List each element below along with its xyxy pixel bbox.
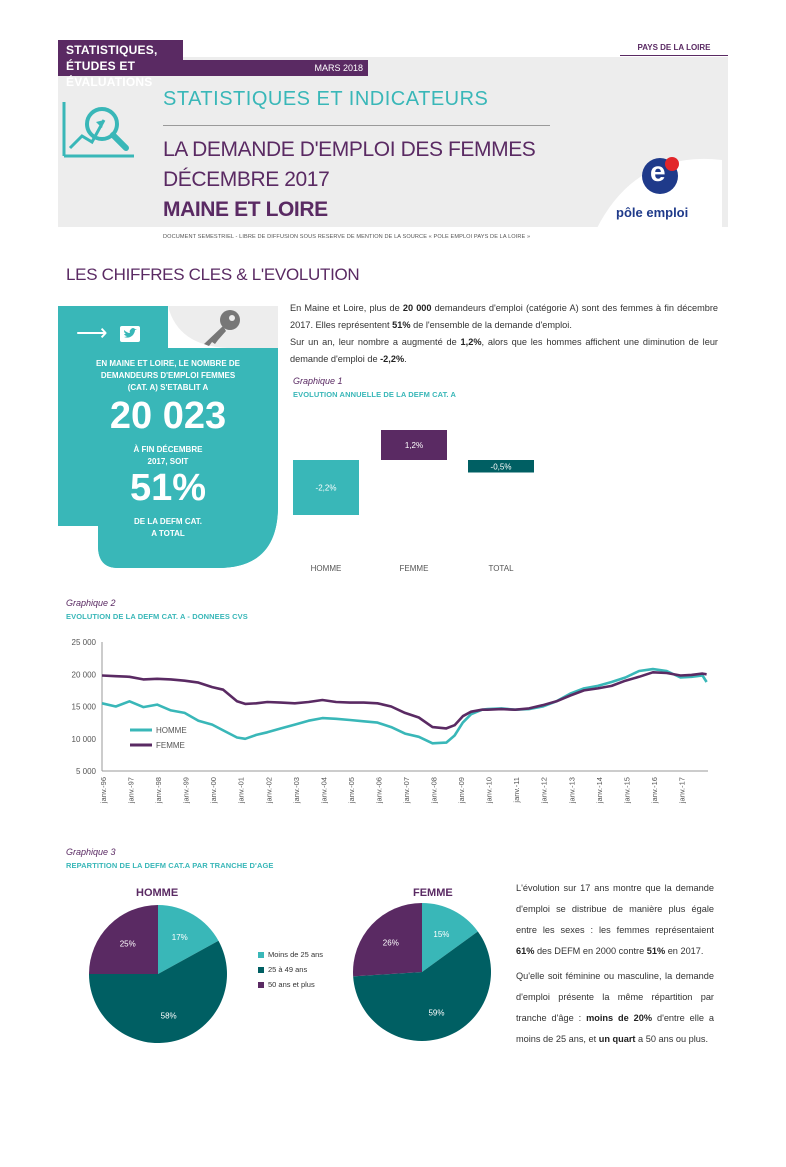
text-bold: 20 000 (402, 303, 432, 313)
y-tick-label: 5 000 (75, 767, 96, 776)
document-note: DOCUMENT SEMESTRIEL - LIBRE DE DIFFUSION SOUS RESERVE DE MENTION DE LA SOURCE « POLE EMPLOI PAYS DE LA LOIRE » (163, 234, 531, 240)
title-line-2: DÉCEMBRE 2017 (163, 168, 330, 191)
bar-value-label: -0,5% (490, 462, 512, 472)
key-figure-outro-line: A TOTAL (151, 529, 185, 538)
text-run: a 50 ans ou plus. (635, 1034, 709, 1044)
text-bold: moins de 20% (586, 1013, 653, 1023)
key-figure-middle (58, 444, 278, 468)
graph3-label: Graphique 3 (66, 847, 116, 857)
logo-text: pôle emploi (616, 205, 689, 220)
text-run: . (404, 354, 407, 364)
x-tick-label: janv.-05 (346, 777, 356, 804)
text-run: d'entre elle a moins de 25 ans, et (516, 1013, 714, 1044)
logo-letter: e (650, 156, 666, 187)
pie-homme-title: HOMME (136, 887, 179, 899)
x-tick-label: janv.-15 (622, 777, 632, 804)
x-tick-label: janv.-97 (126, 777, 136, 804)
text-bold: 61% (516, 946, 535, 956)
title-line-1: LA DEMANDE D'EMPLOI DES FEMMES (163, 138, 536, 161)
x-tick-label: janv.-13 (567, 777, 577, 804)
text-run: , alors que les hommes affichent une diminution de leur demande d'emploi de (290, 337, 718, 364)
legend-swatch (258, 952, 264, 958)
bar-value-label: 1,2% (404, 441, 424, 450)
twitter-bird-icon (120, 326, 140, 342)
key-figure-intro-line: (CAT. A) S'ETABLIT A (127, 383, 209, 392)
x-tick-label: janv.-09 (457, 777, 467, 804)
x-tick-label: janv.-10 (484, 777, 494, 804)
text-bold: -2,2% (380, 354, 405, 364)
legend-label: Moins de 25 ans (268, 950, 324, 959)
badge-line-2: ÉTUDES ET ÉVALUATIONS (66, 59, 153, 89)
text-run: Qu'elle soit féminine ou masculine, la demande d'emploi présente la même répartition par tranche d'âge : (516, 971, 714, 1023)
series-badge (58, 40, 183, 89)
key-figure-intro-line: DEMANDEURS D'EMPLOI FEMMES (100, 371, 236, 380)
x-tick-label: janv.-12 (539, 777, 549, 804)
pie-slice-label: 58% (160, 1011, 177, 1021)
x-tick-label: janv.-07 (402, 777, 411, 804)
graph2-label: Graphique 2 (66, 598, 116, 608)
legend-label: FEMME (156, 741, 185, 750)
x-tick-label: janv.-98 (154, 777, 164, 804)
x-tick-label: janv.-99 (181, 777, 191, 804)
text-run: des DEFM en 2000 contre (534, 946, 647, 956)
pie-chart-homme (88, 904, 228, 1044)
graph3-title: REPARTITION DE LA DEFM CAT.A PAR TRANCHE D'AGE (66, 861, 274, 870)
key-icon (196, 306, 246, 348)
defm-evolution-line-chart (58, 632, 728, 840)
badge-line-1: STATISTIQUES, (66, 43, 158, 57)
x-tick-label: janv.-01 (236, 777, 246, 804)
x-tick-label: janv.-11 (512, 777, 522, 803)
y-tick-label: 20 000 (71, 670, 96, 680)
key-figure-middle-line: À FIN DÉCEMBRE (133, 445, 203, 454)
kicker-divider (163, 125, 550, 126)
text-run: demandeurs d'emploi (catégorie A) sont des femmes à fin décembre 2017. Elles représentent (290, 303, 718, 330)
graph2-title: EVOLUTION DE LA DEFM CAT. A - DONNEES CVS (66, 612, 248, 621)
text-run: en 2017. (665, 946, 704, 956)
intro-paragraph (290, 300, 718, 368)
key-figure-intro (58, 358, 278, 394)
text-run: En Maine et Loire, plus de (290, 303, 403, 313)
key-figure-value: 20 023 (109, 395, 227, 437)
side-paragraph (516, 878, 714, 1050)
region-label: PAYS DE LA LOIRE (620, 43, 728, 56)
x-tick-label: janv.-00 (209, 777, 219, 804)
text-bold: un quart (598, 1034, 636, 1044)
key-figure-outro (58, 516, 278, 540)
x-tick-label: janv.-02 (264, 777, 274, 804)
x-tick-label: janv.-08 (429, 777, 439, 804)
text-run: L'évolution sur 17 ans montre que la demande d'emploi se distribue de manière plus égale entre les sexes : les femmes représentaient (516, 883, 714, 935)
annual-evolution-bar-chart (280, 420, 550, 580)
legend-swatch (258, 967, 264, 973)
pie-slice-label: 25% (119, 939, 136, 949)
x-tick-label: janv.-17 (677, 777, 687, 804)
publication-date: MARS 2018 (314, 63, 363, 73)
pie-slice-label: 26% (382, 938, 399, 948)
y-tick-label: 25 000 (71, 638, 96, 647)
graph1-label: Graphique 1 (293, 376, 343, 386)
x-tick-label: janv.-04 (319, 777, 329, 804)
pie-chart-femme (352, 902, 492, 1042)
x-tick-label: janv.-14 (594, 777, 604, 804)
key-figure-intro-line: EN MAINE ET LOIRE, LE NOMBRE DE (95, 359, 240, 368)
pie-slice-label: 15% (433, 929, 450, 939)
key-figure-percent: 51% (129, 467, 207, 509)
y-tick-label: 10 000 (71, 734, 96, 744)
key-figure-middle-line: 2017, SOIT (147, 457, 189, 466)
legend-label: 25 à 49 ans (268, 965, 308, 974)
pie-femme-title: FEMME (413, 887, 453, 899)
x-tick-label: janv.-16 (649, 777, 659, 804)
bar-value-label: -2,2% (315, 483, 337, 493)
text-bold: 51% (392, 320, 411, 330)
x-tick-label: janv.-03 (291, 777, 301, 804)
graph1-title: EVOLUTION ANNUELLE DE LA DEFM CAT. A (293, 390, 457, 399)
text-bold: 1,2% (460, 337, 482, 347)
side-paragraph-1 (516, 878, 714, 962)
bar-category-label: FEMME (399, 564, 429, 573)
statistics-magnifier-icon (60, 98, 138, 160)
x-tick-label: janv.-96 (99, 777, 108, 804)
side-paragraph-2 (516, 966, 714, 1050)
legend-item (258, 980, 323, 989)
legend-label: HOMME (156, 726, 187, 735)
text-run: de l'ensemble de la demande d'emploi. (410, 320, 572, 330)
legend-item (258, 950, 323, 959)
arrow-icon: ⟶ (76, 320, 108, 345)
title-line-3: MAINE ET LOIRE (163, 198, 328, 221)
x-tick-label: janv.-06 (374, 777, 384, 804)
bar-category-label: HOMME (310, 564, 342, 573)
y-tick-label: 15 000 (71, 702, 96, 712)
key-figure-outro-line: DE LA DEFM CAT. (134, 517, 202, 526)
pole-emploi-logo (596, 150, 722, 230)
document-kicker: STATISTIQUES ET INDICATEURS (163, 88, 489, 110)
legend-swatch (258, 982, 264, 988)
key-figure-box (58, 306, 278, 568)
text-bold: 51% (646, 946, 666, 956)
series-line-homme (102, 669, 707, 743)
legend-label: 50 ans et plus (268, 980, 315, 989)
section-title: LES CHIFFRES CLES & L'EVOLUTION (66, 265, 360, 284)
text-run: Sur un an, leur nombre a augmenté de (290, 337, 461, 347)
pie-slice-label: 59% (428, 1008, 445, 1018)
legend-item (258, 965, 323, 974)
bar-category-label: TOTAL (488, 564, 514, 573)
pie-legend (258, 950, 323, 989)
pie-slice-label: 17% (171, 933, 188, 943)
